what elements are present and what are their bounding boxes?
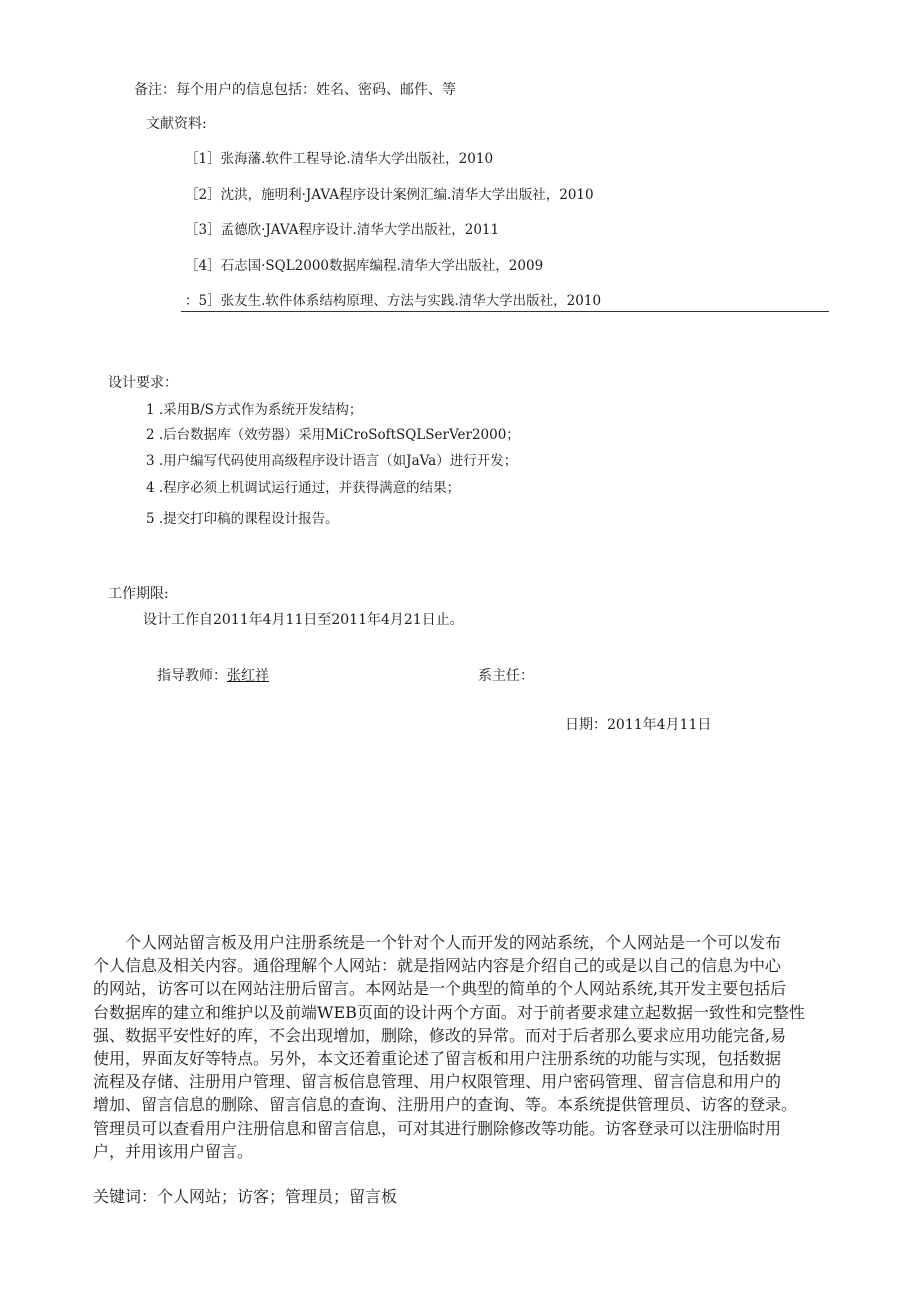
requirement-item: 4 .程序必须上机调试运行通过，并获得满意的结果； xyxy=(146,480,461,496)
reference-item: ［1］张海藩.软件工程导论.清华大学出版社，2010 xyxy=(185,151,494,167)
abstract-line: 增加、留言信息的删除、留言信息的查询、注册用户的查询、等。本系统提供管理员、访客的登录。 xyxy=(93,1095,798,1115)
requirements-heading: 设计要求： xyxy=(108,375,178,391)
abstract-line: 流程及存储、注册用户管理、留言板信息管理、用户权限管理、用户密码管理、留言信息和用户的 xyxy=(93,1072,782,1092)
requirement-item: 3 .用户编写代码使用高级程序设计语言（如JaVa）进行开发； xyxy=(146,453,518,469)
abstract-line: 管理员可以查看用户注册信息和留言信息，可对其进行删除修改等功能。访客登录可以注册临时用 xyxy=(93,1118,782,1138)
abstract-line: 使用，界面友好等特点。另外，本文还着重论述了留言板和用户注册系统的功能与实现，包括数据 xyxy=(93,1049,782,1069)
reference-item: ［2］沈洪，施明利·JAVA程序设计案例汇编.清华大学出版社，2010 xyxy=(185,187,594,203)
divider-line xyxy=(181,311,829,312)
abstract-line: 台数据库的建立和维护以及前端WEB页面的设计两个方面。对于前者要求建立起数据一致性和完整性 xyxy=(93,1002,805,1022)
requirement-item: 2 .后台数据库（效劳器）采用MiCroSoftSQLSerVer2000； xyxy=(146,427,520,443)
abstract-line: 个人信息及相关内容。通俗理解个人网站：就是指网站内容是介绍自己的或是以自己的信息为中心 xyxy=(93,956,782,976)
reference-item: ［4］石志国·SQL2000数据库编程.清华大学出版社，2009 xyxy=(185,258,544,274)
requirement-item: 1 .采用B/S方式作为系统开发结构； xyxy=(146,402,363,418)
date-text: 日期：2011年4月11日 xyxy=(565,717,712,733)
advisor-label: 指导教师：张红祥 xyxy=(157,668,269,684)
requirement-item: 5 .提交打印稿的课程设计报告。 xyxy=(146,511,339,527)
reference-item: ：5］张友生.软件体系结构原理、方法与实践.清华大学出版社，2010 xyxy=(185,293,602,309)
director-label: 系主任： xyxy=(478,668,534,684)
keywords-line: 关键词：个人网站；访客；管理员；留言板 xyxy=(93,1187,398,1206)
abstract-line: 户，并用该用户留言。 xyxy=(93,1141,254,1161)
period-heading: 工作期限: xyxy=(108,586,169,602)
abstract-line: 个人网站留言板及用户注册系统是一个针对个人而开发的网站系统，个人网站是一个可以发布 xyxy=(125,933,782,952)
advisor-name: 张红祥 xyxy=(227,668,269,684)
period-text: 设计工作自2011年4月11日至2011年4月21日止。 xyxy=(143,612,464,628)
reference-item: ［3］孟德欣·JAVA程序设计.清华大学出版社，2011 xyxy=(185,222,500,238)
remark-text: 备注：每个用户的信息包括：姓名、密码、邮件、等 xyxy=(134,82,456,98)
abstract-line: 的网站，访客可以在网站注册后留言。本网站是一个典型的简单的个人网站系统,其开发主要包括后 xyxy=(93,979,787,999)
abstract-line: 强、数据平安性好的库，不会出现增加，删除，修改的异常。而对于后者那么要求应用功能完备,易 xyxy=(93,1025,787,1045)
abstract-paragraph xyxy=(93,931,838,1163)
references-heading: 文献资料: xyxy=(146,116,207,132)
